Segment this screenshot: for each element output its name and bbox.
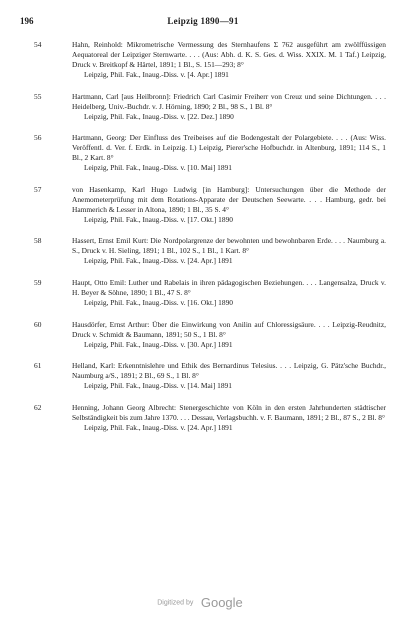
entry-number: 61: [34, 361, 42, 371]
bibliography-entry: [14, 133, 386, 173]
entry-dissertation-note: Leipzig, Phil. Fak., Inaug.-Diss. v. [4. Apr.] 1891: [84, 70, 229, 79]
entry-text: Hartmann, Georg: Der Einfluss des Treibeises auf die Bodengestalt der Polargebiete. . . . (Aus: Wiss. Veröffentl. d. Ver. f. Erdk. in Leipzig. I.) Leipzig, Pierer'sche Hofbuchdr. in Altenburg, 1891; 114 S., 1 Bl., 2 Kart. 8°: [72, 133, 386, 163]
entry-dissertation-note: Leipzig, Phil. Fak., Inaug.-Diss. v. [30. Apr.] 1891: [84, 339, 233, 349]
entry-dissertation-note: Leipzig, Phil. Fak., Inaug.-Diss. v. [17. Okt.] 1890: [84, 214, 233, 224]
entry-number: 55: [34, 91, 42, 101]
entry-dissertation-note: Leipzig, Phil. Fak., Inaug.-Diss. v. [16. Okt.] 1890: [84, 297, 233, 307]
page-header: [20, 16, 386, 30]
entry-number: 58: [34, 236, 42, 246]
entry-dissertation-note: Leipzig, Phil. Fak., Inaug.-Diss. v. [24. Apr.] 1891: [84, 256, 233, 266]
entry-text: Henning, Johann Georg Albrecht: Stenergeschichte von Köln in den ersten Jahrhunderten städtischer Selbständigkeit bis zum Jahre 1370. . . . Dessau, Verlagsbuchh. v. F. Baumann, 1891; 2 Bl., 87 S., 2 Bl. 8°: [72, 402, 386, 422]
entry-number: 59: [34, 277, 42, 287]
bibliography-entry: [14, 403, 386, 433]
entry-number: 56: [34, 133, 42, 143]
entry-number: 57: [34, 184, 42, 194]
entry-text: Haupt, Otto Emil: Luther und Rabelais in ihren pädagogischen Beziehungen. . . . Langensalza, Druck v. H. Beyer & Söhne, 1890; 1 Bl., 47 S. 8°: [72, 277, 386, 297]
entry-text: Hassert, Ernst Emil Kurt: Die Nordpolargrenze der bewohnten und bewohnbaren Erde. . . . Naumburg a. S., Druck v. H. Sieling, 1891; 1 Bl., 102 S., 1 Bl., 1 Kart. 8°: [72, 236, 386, 256]
entry-dissertation-note: Leipzig, Phil. Fak., Inaug.-Diss. v. [14. Mai] 1891: [84, 381, 232, 391]
digitized-by-google-watermark: [0, 594, 400, 612]
bibliography-entry: [14, 92, 386, 122]
entry-text: von Hasenkamp, Karl Hugo Ludwig [in Hamburg]: Untersuchungen über die Methode der Anemometerprüfung mit dem Rotations-Apparate der Deutschen Seewarte. . . . Hamburg, gedr. bei Hammerich & Lesser in Altona, 1890; 1 Bl., 35 S. 4°: [72, 184, 386, 214]
entry-text: Hartmann, Carl [aus Heilbronn]: Friedrich Carl Casimir Freiherr von Creuz und seine Dichtungen. . . . Heidelberg, Univ.-Buchdr. v. J. Hörning, 1890; 2 Bl., 98 S., 1 Bl. 8°: [72, 91, 386, 111]
bibliography-entry: [14, 361, 386, 391]
running-title: Leipzig 1890—91: [167, 16, 239, 26]
bibliography-entry: [14, 185, 386, 225]
entry-list: [14, 40, 386, 444]
entry-dissertation-note: Leipzig, Phil. Fak., Inaug.-Diss. v. [24. Apr.] 1891: [84, 422, 233, 432]
entry-dissertation-note: Leipzig, Phil. Fak., Inaug.-Diss. v. [22. Dez.] 1890: [84, 111, 234, 121]
entry-text: Hahn, Reinhold: Mikrometrische Vermessung des Sternhaufens Σ 762 ausgeführt am zwölffüssigen Aequatoreal der Leipziger Sternwarte. . . . (Aus: Abh. d. K. S. Ges. d. Wiss. XXIX. M. 1 Taf.) Leipzig, Druck v. Breitkopf & Härtel, 1891; 1 Bl., S. 151—293; 8°: [72, 40, 386, 69]
google-logo-text: Google: [200, 595, 243, 611]
digitized-by-label: Digitized by: [157, 599, 194, 607]
page-number: 196: [20, 16, 34, 26]
bibliography-entry: [14, 40, 386, 80]
entry-number: 54: [34, 40, 42, 49]
entry-text: Helland, Karl: Erkenntnislehre und Ethik des Bernardinus Telesius. . . . Leipzig, G. Pätz'sche Buchdr., Naumburg a/S., 1891; 2 Bl., 69 S., 1 Bl. 8°: [72, 361, 386, 381]
bibliography-entry: [14, 320, 386, 350]
entry-number: 60: [34, 319, 42, 329]
entry-text: Hausdörfer, Ernst Arthur: Über die Einwirkung von Anilin auf Chloressigsäure. . . . Leipzig-Reudnitz, Druck v. Schmidt & Baumann, 1891; 50 S., 1 Bl. 8°: [72, 319, 386, 339]
entry-dissertation-note: Leipzig, Phil. Fak., Inaug.-Diss. v. [10. Mai] 1891: [84, 163, 232, 173]
bibliography-entry: [14, 236, 386, 266]
entry-number: 62: [34, 402, 42, 412]
bibliography-entry: [14, 278, 386, 308]
